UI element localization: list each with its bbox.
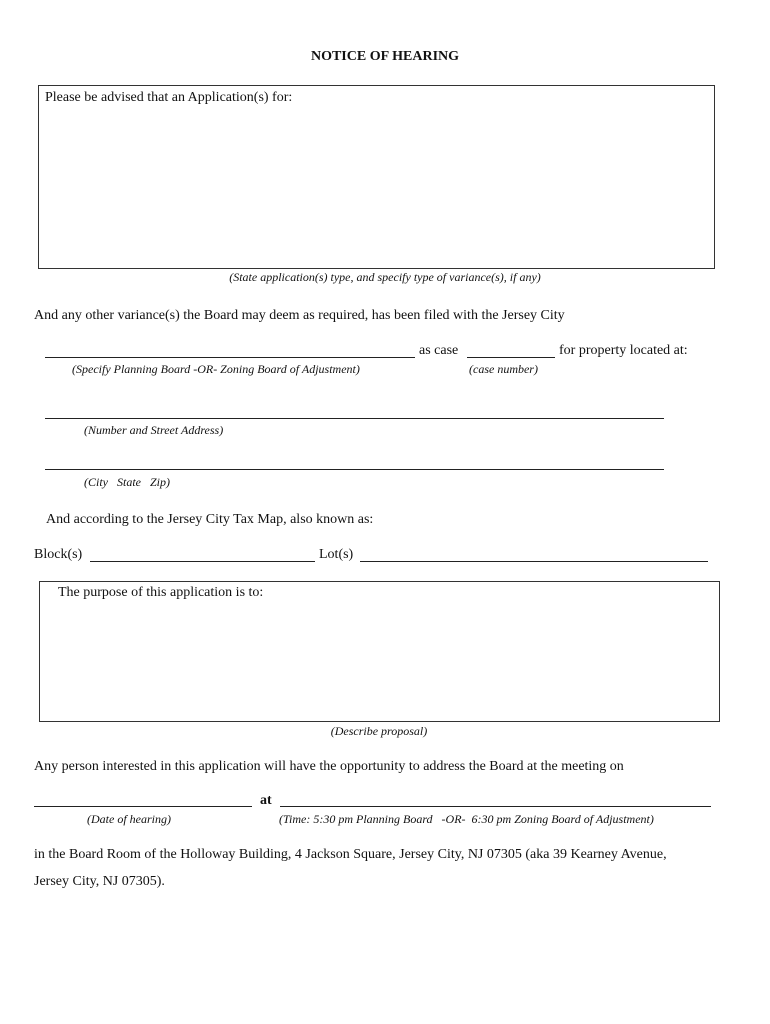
purpose-caption: (Describe proposal)	[330, 724, 428, 738]
as-case-label: as case	[419, 343, 459, 358]
location-line-2: Jersey City, NJ 07305).	[34, 874, 165, 889]
interested-line: Any person interested in this application will have the opportunity to address the Board at the meeting on	[34, 759, 624, 774]
lot-field[interactable]	[360, 561, 708, 562]
page-title: NOTICE OF HEARING	[310, 49, 460, 64]
hearing-time-field[interactable]	[280, 806, 711, 807]
purpose-box-label: The purpose of this application is to:	[58, 585, 264, 600]
location-line-1: in the Board Room of the Holloway Building, 4 Jackson Square, Jersey City, NJ 07305 (aka 39 Kearney Avenue,	[34, 847, 667, 862]
city-state-zip-caption: (City State Zip)	[84, 475, 170, 489]
variance-line: And any other variance(s) the Board may deem as required, has been filed with the Jersey City	[34, 308, 565, 323]
board-caption: (Specify Planning Board -OR- Zoning Board of Adjustment)	[72, 362, 360, 376]
application-caption: (State application(s) type, and specify type of variance(s), if any)	[229, 270, 541, 284]
city-state-zip-field[interactable]	[45, 469, 664, 470]
street-address-caption: (Number and Street Address)	[84, 423, 224, 437]
at-label: at	[260, 793, 272, 808]
street-address-field[interactable]	[45, 418, 664, 419]
purpose-box[interactable]	[39, 581, 720, 722]
case-number-caption: (case number)	[469, 362, 538, 376]
lot-label: Lot(s)	[319, 547, 354, 562]
case-number-field[interactable]	[467, 357, 555, 358]
hearing-date-field[interactable]	[34, 806, 252, 807]
board-field[interactable]	[45, 357, 415, 358]
application-box-label: Please be advised that an Application(s) for:	[45, 90, 293, 105]
block-field[interactable]	[90, 561, 315, 562]
hearing-time-caption: (Time: 5:30 pm Planning Board -OR- 6:30 pm Zoning Board of Adjustment)	[279, 812, 654, 826]
hearing-date-caption: (Date of hearing)	[87, 812, 171, 826]
application-box[interactable]	[38, 85, 715, 269]
block-label: Block(s)	[34, 547, 83, 562]
for-property-label: for property located at:	[559, 343, 688, 358]
tax-map-line: And according to the Jersey City Tax Map, also known as:	[46, 512, 374, 527]
